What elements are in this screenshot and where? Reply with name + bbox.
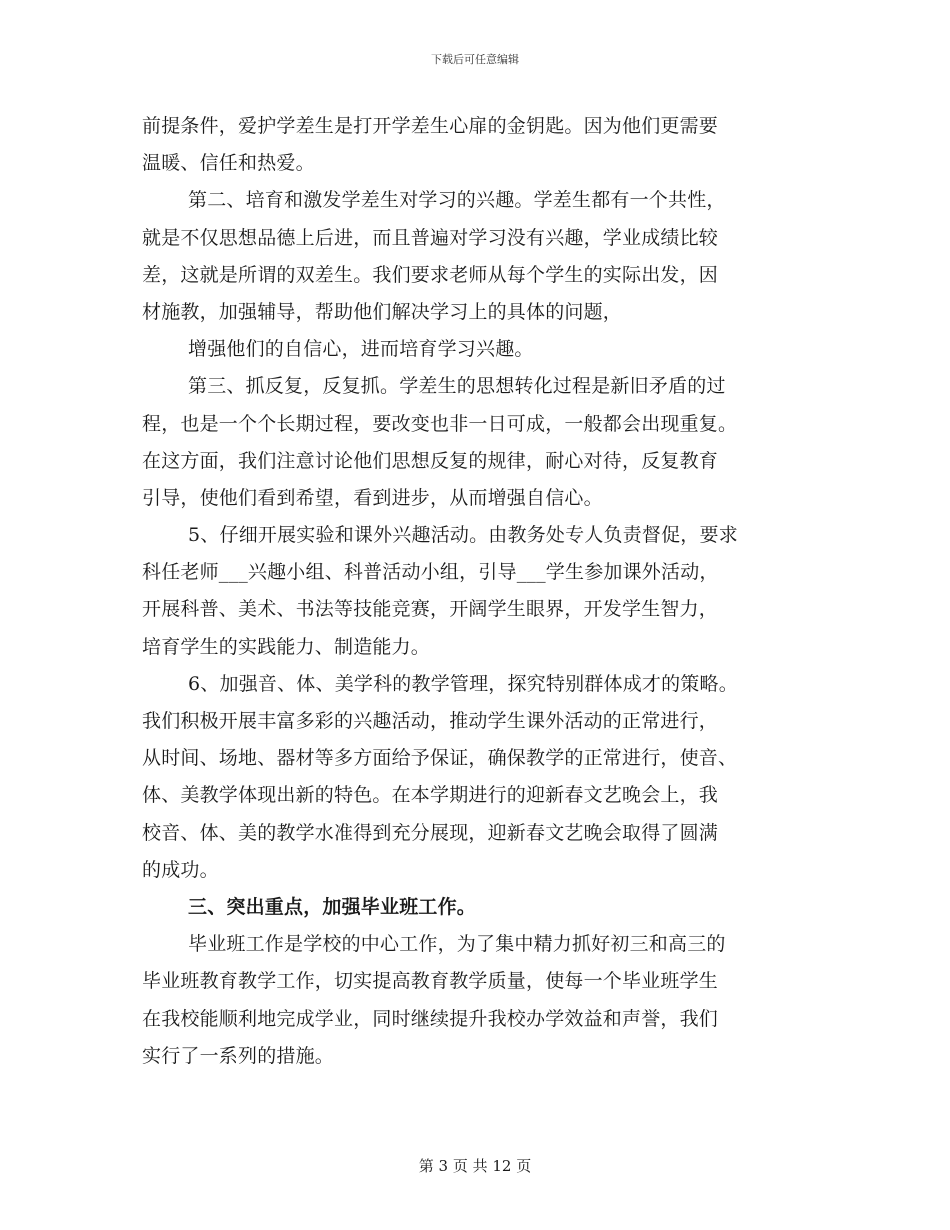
text-line: 培育学生的实践能力、制造能力。 xyxy=(142,635,431,658)
text-line: 前提条件，爱护学差生是打开学差生心扉的金钥匙。因为他们更需要 xyxy=(142,115,719,137)
text-line: 我们积极开展丰富多彩的兴趣活动，推动学生课外活动的正常进行， xyxy=(142,710,719,732)
paragraph-start: 增强他们的自信心，进而培育学习兴趣。 xyxy=(188,338,534,361)
text-line: 材施教，加强辅导，帮助他们解决学习上的具体的问题， xyxy=(142,300,623,323)
text-line: 就是不仅思想品德上后进，而且普遍对学习没有兴趣，学业成绩比较 xyxy=(142,226,719,249)
document-body xyxy=(142,108,812,1075)
text-line: 程，也是一个个长期过程，要改变也非一日可成，一般都会出现重复。 xyxy=(142,412,738,435)
text-line: 实行了一系列的措施。 xyxy=(142,1044,335,1067)
paragraph-start: 6、加强音、体、美学科的教学管理，探究特别群体成才的策略。 xyxy=(188,672,738,695)
paragraph-start: 第二、培育和激发学差生对学习的兴趣。学差生都有一个共性， xyxy=(188,189,726,212)
text-line: 温暖、信任和热爱。 xyxy=(142,152,315,175)
text-line: 校音、体、美的教学水准得到充分展现，迎新春文艺晚会取得了圆满 xyxy=(142,821,719,844)
text-line: 引导，使他们看到希望，看到进步，从而增强自信心。 xyxy=(142,486,603,509)
text-line: 的成功。 xyxy=(142,858,219,881)
text-line: 在这方面，我们注意讨论他们思想反复的规律，耐心对待，反复教育 xyxy=(142,449,719,472)
text-line: 体、美教学体现出新的特色。在本学期进行的迎新春文艺晚会上，我 xyxy=(142,784,719,807)
paragraph-start: 第三、抓反复，反复抓。学差生的思想转化过程是新旧矛盾的过 xyxy=(188,375,726,398)
text-line: 在我校能顺利地完成学业，同时继续提升我校办学效益和声誉，我们 xyxy=(142,1007,719,1030)
text-line: 毕业班教育教学工作，切实提高教育教学质量，使每一个毕业班学生 xyxy=(142,970,719,993)
text-line: 科任老师___兴趣小组、科普活动小组，引导___学生参加课外活动， xyxy=(142,561,719,584)
page-header-note: 下载后可任意编辑 xyxy=(431,53,519,66)
page-number: 第 3 页 共 12 页 xyxy=(418,1157,532,1175)
section-heading: 三、突出重点，加强毕业班工作。 xyxy=(188,895,477,918)
text-line: 差，这就是所谓的双差生。我们要求老师从每个学生的实际出发，因 xyxy=(142,263,719,286)
paragraph-start: 毕业班工作是学校的中心工作，为了集中精力抓好初三和高三的 xyxy=(188,933,726,956)
text-line: 开展科普、美术、书法等技能竞赛，开阔学生眼界，开发学生智力， xyxy=(142,598,719,621)
paragraph-start: 5、仔细开展实验和课外兴趣活动。由教务处专人负责督促，要求 xyxy=(188,524,738,547)
text-line: 从时间、场地、器材等多方面给予保证，确保教学的正常进行，使音、 xyxy=(142,747,738,770)
